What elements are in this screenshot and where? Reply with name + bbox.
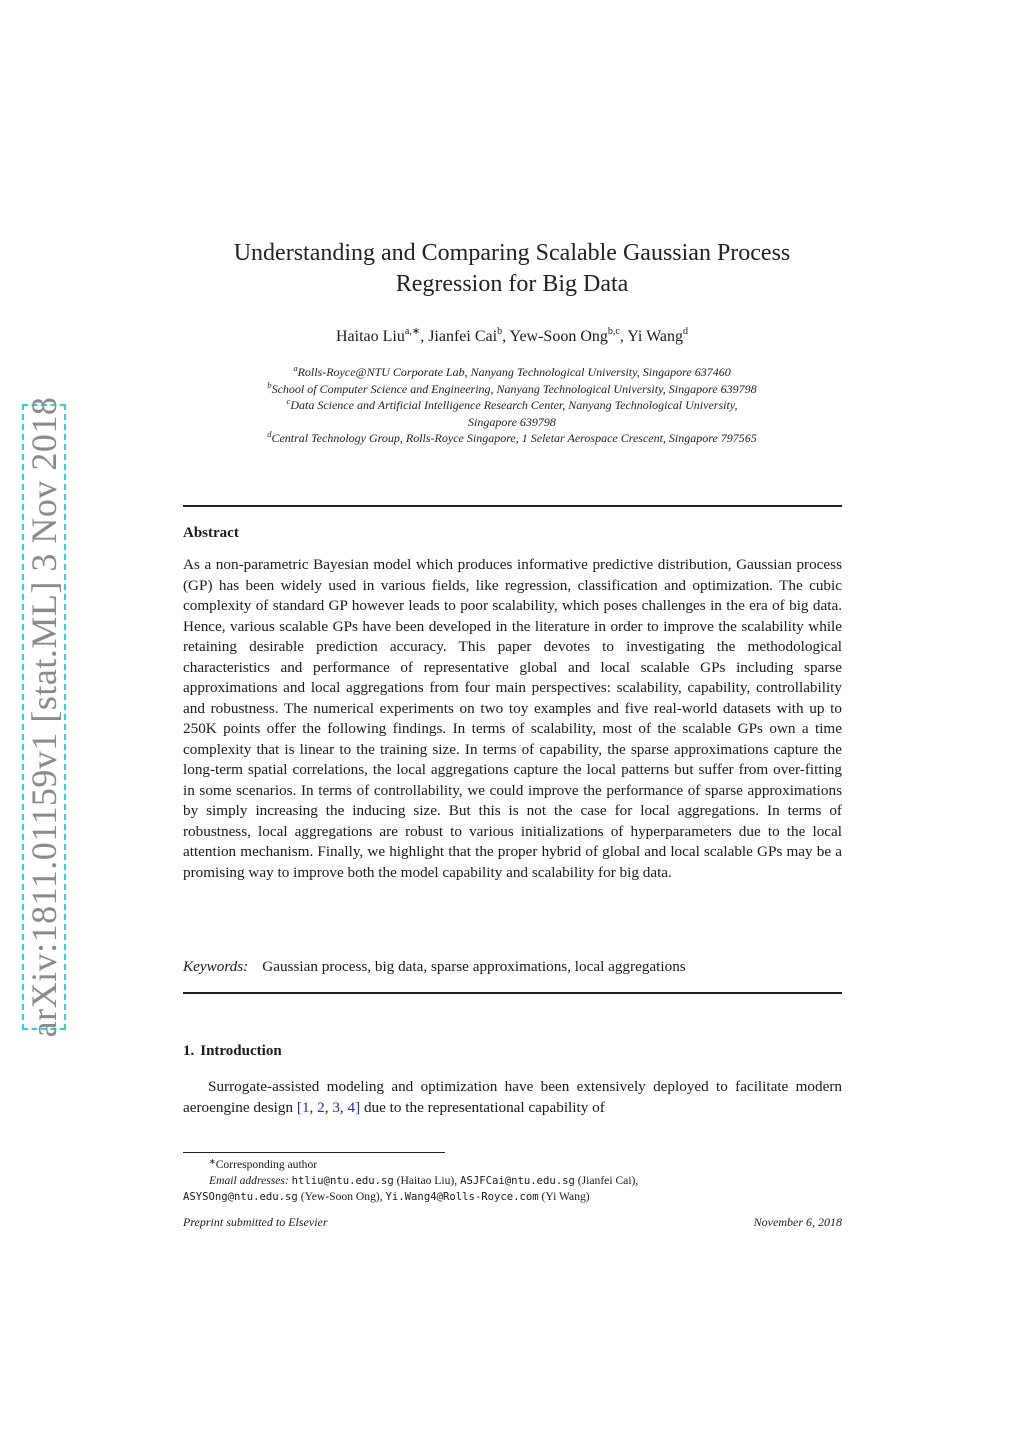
affiliation-mark: c bbox=[286, 396, 291, 406]
paper-title bbox=[160, 238, 864, 300]
keywords bbox=[183, 957, 842, 977]
author-separator: , bbox=[420, 328, 429, 345]
intro-text: Surrogate-assisted modeling and optimization have been extensively deployed to facilitate modern aeroengine design bbox=[183, 1078, 842, 1116]
affiliation-line bbox=[150, 414, 874, 431]
email-owner: (Yi Wang) bbox=[541, 1190, 590, 1203]
abstract-heading: Abstract bbox=[183, 525, 239, 541]
abstract-bottom-rule bbox=[183, 992, 842, 994]
author-affiliation-mark: b bbox=[497, 326, 503, 337]
citation-link[interactable]: 4 bbox=[347, 1098, 356, 1116]
affiliation-text: School of Computer Science and Engineering, Nanyang Technological University, Singapore 639798 bbox=[271, 381, 757, 396]
corresponding-author-text: Corresponding author bbox=[215, 1158, 318, 1171]
title-line-1: Understanding and Comparing Scalable Gaussian Process bbox=[233, 240, 791, 266]
author-affiliation-mark: b,c bbox=[607, 326, 620, 337]
section-title: Introduction bbox=[200, 1043, 282, 1059]
keywords-text: Gaussian process, big data, sparse approximations, local aggregations bbox=[262, 958, 686, 975]
affiliation-text: Data Science and Artificial Intelligence Research Center, Nanyang Technological University, bbox=[290, 398, 738, 412]
author-name: Jianfei Cai bbox=[428, 328, 498, 345]
affiliation-line bbox=[150, 364, 874, 381]
author-affiliation-mark: d bbox=[682, 326, 688, 337]
footnote-rule bbox=[183, 1152, 445, 1153]
affiliation-line bbox=[150, 430, 874, 447]
author-separator: , bbox=[619, 328, 628, 345]
email-owner: (Jianfei Cai) bbox=[577, 1174, 636, 1187]
citation-link[interactable]: 3 bbox=[332, 1098, 340, 1116]
citation-close-bracket: ] bbox=[355, 1098, 361, 1116]
preprint-date: November 6, 2018 bbox=[753, 1215, 842, 1229]
email-address[interactable]: ASYSOng@ntu.edu.sg bbox=[183, 1191, 298, 1203]
email-separator: , bbox=[379, 1190, 386, 1203]
citation-separator: , bbox=[339, 1098, 348, 1116]
affiliation-mark: d bbox=[267, 429, 272, 439]
author-name: Yew-Soon Ong bbox=[509, 328, 608, 345]
email-address[interactable]: htliu@ntu.edu.sg bbox=[291, 1175, 394, 1187]
author-name: Yi Wang bbox=[627, 328, 683, 345]
email-owner: (Yew-Soon Ong) bbox=[300, 1190, 380, 1203]
author-list bbox=[160, 327, 864, 347]
author-name: Haitao Liu bbox=[336, 328, 405, 345]
preprint-venue: Preprint submitted to Elsevier bbox=[183, 1215, 328, 1229]
affiliation-text: Central Technology Group, Rolls-Royce Singapore, 1 Seletar Aerospace Crescent, Singapore 797565 bbox=[271, 431, 757, 445]
citation-link[interactable]: 2 bbox=[317, 1098, 325, 1116]
email-addresses-line-1 bbox=[183, 1173, 842, 1189]
affiliation-mark: a bbox=[293, 363, 298, 373]
email-addresses-line-2 bbox=[183, 1189, 842, 1205]
citation-separator: , bbox=[324, 1098, 333, 1116]
introduction-paragraph bbox=[183, 1077, 842, 1118]
abstract-top-rule bbox=[183, 505, 842, 507]
affiliation-mark: b bbox=[267, 379, 272, 390]
email-address[interactable]: ASJFCai@ntu.edu.sg bbox=[460, 1175, 575, 1187]
affiliation-text: Rolls-Royce@NTU Corporate Lab, Nanyang Technological University, Singapore 637460 bbox=[297, 365, 731, 379]
keywords-label: Keywords: bbox=[183, 958, 249, 975]
affiliation-list bbox=[150, 364, 874, 447]
author-separator: , bbox=[502, 328, 510, 345]
affiliation-line bbox=[150, 381, 874, 398]
section-heading bbox=[183, 1042, 282, 1060]
intro-text: due to the representational capability of bbox=[360, 1098, 605, 1116]
affiliation-text: Singapore 639798 bbox=[468, 414, 556, 429]
arxiv-stamp bbox=[22, 396, 66, 1038]
email-separator: , bbox=[635, 1174, 639, 1187]
corresponding-author-note bbox=[183, 1157, 842, 1173]
preprint-footer bbox=[183, 1214, 842, 1230]
arxiv-identifier: arXiv:1811.01159v1 [stat.ML] 3 Nov 2018 bbox=[24, 396, 64, 1038]
section-number: 1. bbox=[183, 1043, 195, 1059]
citation-separator: , bbox=[309, 1098, 318, 1116]
citation-open-bracket: [ bbox=[296, 1098, 302, 1116]
citation-link[interactable]: 1 bbox=[301, 1098, 310, 1116]
email-address[interactable]: Yi.Wang4@Rolls-Royce.com bbox=[385, 1191, 539, 1203]
email-owner: (Haitao Liu) bbox=[396, 1174, 455, 1187]
footnotes bbox=[183, 1157, 842, 1205]
email-separator: , bbox=[454, 1174, 461, 1187]
email-label: Email addresses: bbox=[209, 1174, 289, 1187]
author-affiliation-mark: a,∗ bbox=[404, 326, 421, 337]
title-line-2: Regression for Big Data bbox=[395, 271, 629, 297]
footnote-mark: ∗ bbox=[209, 1157, 216, 1166]
abstract-body: As a non-parametric Bayesian model which produces informative predictive distribution, Gaussian process (GP) has been widely used in various fields, like regression, classification and optimization. The cubic complexity of standard GP however leads to poor scalability, which poses challenges in the era of big data. Hence, various scalable GPs have been developed in the literature in order to improve the scalability while retaining desirable prediction accuracy. This paper devotes to investigating the methodological characteristics and performance of representative global and local scalable GPs including sparse approximations and local aggregations from four main perspectives: scalability, capability, controllability and robustness. The numerical experiments on two toy examples and five real-world datasets with up to 250K points offer the following findings. In terms of scalability, most of the scalable GPs own a time complexity that is linear to the training size. In terms of capability, the sparse approximations capture the long-term spatial correlations, the local aggregations capture the local patterns but suffer from over-fitting in some scenarios. In terms of controllability, we could improve the performance of sparse approximations by simply increasing the inducing size. But this is not the case for local aggregations. In terms of robustness, local aggregations are robust to various initializations of hyperparameters due to the local attention mechanism. Finally, we highlight that the proper hybrid of global and local scalable GPs may be a promising way to improve both the model capability and scalability for big data. bbox=[183, 556, 842, 881]
affiliation-line bbox=[150, 397, 874, 414]
